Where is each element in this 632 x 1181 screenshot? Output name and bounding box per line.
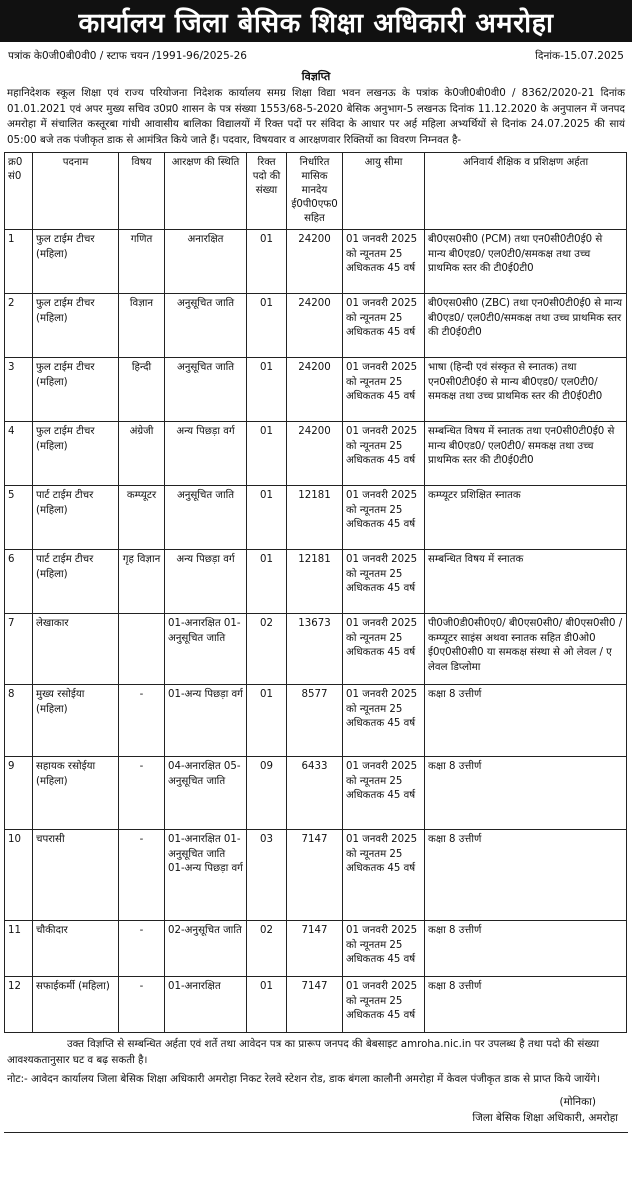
cell-qualification: सम्बन्धित विषय में स्नातक	[425, 550, 627, 614]
header-reservation: आरक्षण की स्थिति	[165, 153, 247, 230]
cell-sn: 2	[5, 294, 33, 358]
cell-reservation: 01-अनारक्षित	[165, 977, 247, 1033]
cell-reservation: अनुसूचित जाति	[165, 294, 247, 358]
cell-post: फुल टाईम टीचर (महिला)	[33, 422, 119, 486]
cell-post: चौकीदार	[33, 921, 119, 977]
header-age: आयु सीमा	[343, 153, 425, 230]
cell-pay: 7147	[287, 830, 343, 921]
cell-pay: 24200	[287, 294, 343, 358]
cell-subject: -	[119, 685, 165, 757]
cell-vacancies: 02	[247, 921, 287, 977]
cell-qualification: भाषा (हिन्दी एवं संस्कृत से स्नातक) तथा एन0सी0टी0ई0 से मान्य बी0एड0/ एल0टी0/ समकक्ष तथा उच्च प्राथमिक स्तर की टी0ई0टी0	[425, 358, 627, 422]
header-vacancies: रिक्त पदो की संख्या	[247, 153, 287, 230]
cell-vacancies: 02	[247, 614, 287, 685]
table-row	[5, 230, 627, 294]
cell-subject: गृह विज्ञान	[119, 550, 165, 614]
cell-subject: अंग्रेजी	[119, 422, 165, 486]
cell-vacancies: 01	[247, 358, 287, 422]
cell-pay: 13673	[287, 614, 343, 685]
website-note: उक्त विज्ञप्ति से सम्बन्धित अर्हता एवं शर्ते तथा आवेदन पत्र का प्रारूप जनपद की बेबसाइट amroha.nic.in पर उपलब्ध है तथा पदो की संख्या आवश्यकतानुसार घट व बढ़ सकती है।	[7, 1038, 600, 1066]
cell-subject: -	[119, 830, 165, 921]
cell-reservation: 02-अनुसूचित जाति	[165, 921, 247, 977]
cell-post: सफाईकर्मी (महिला)	[33, 977, 119, 1033]
cell-subject: -	[119, 921, 165, 977]
table-row	[5, 830, 627, 921]
footnote: नोट:- आवेदन कार्यालय जिला बेसिक शिक्षा अधिकारी अमरोहा निकट रेलवे स्टेशन रोड, डाक बंगला कालौनी अमरोहा में केवल पंजीकृत डाक से प्राप्त किये जायेंगे।	[7, 1073, 600, 1085]
cell-pay: 7147	[287, 921, 343, 977]
table-row	[5, 294, 627, 358]
cell-vacancies: 03	[247, 830, 287, 921]
cell-pay: 24200	[287, 230, 343, 294]
cell-qualification: पी0जी0डी0सी0ए0/ बी0एस0सी0/ बी0एस0सी0 /कम्प्यूटर साइंस अथवा स्नातक सहित डी0ओ0 ई0ए0सी0सी0 या समकक्ष संस्था से ओ लेवल / ए लेवल डिप्लोमा	[425, 614, 627, 685]
cell-sn: 12	[5, 977, 33, 1033]
cell-age: 01 जनवरी 2025 को न्यूनतम 25 अधिकतक 45 वर्ष	[343, 614, 425, 685]
cell-sn: 4	[5, 422, 33, 486]
cell-pay: 8577	[287, 685, 343, 757]
vacancy-table	[4, 152, 627, 1033]
cell-vacancies: 01	[247, 486, 287, 550]
cell-post: फुल टाईम टीचर (महिला)	[33, 294, 119, 358]
cell-reservation: 01-अनारक्षित 01-अनुसूचित जाति 01-अन्य पिछड़ा वर्ग	[165, 830, 247, 921]
table-row	[5, 486, 627, 550]
cell-age: 01 जनवरी 2025 को न्यूनतम 25 अधिकतक 45 वर्ष	[343, 685, 425, 757]
cell-qualification: बी0एस0सी0 (PCM) तथा एन0सी0टी0ई0 से मान्य बी0एड0/ एल0टी0/समकक्ष तथा उच्च प्राथमिक स्तर की टी0ई0टी0	[425, 230, 627, 294]
cell-reservation: अन्य पिछड़ा वर्ग	[165, 422, 247, 486]
cell-qualification: सम्बन्धित विषय में स्नातक तथा एन0सी0टी0ई0 से मान्य बी0एड0/ एल0टी0/ समकक्ष तथा उच्च प्राथमिक स्तर की टी0ई0टी0	[425, 422, 627, 486]
cell-post: पार्ट टाईम टीचर (महिला)	[33, 486, 119, 550]
office-header	[0, 0, 632, 42]
cell-age: 01 जनवरी 2025 को न्यूनतम 25 अधिकतक 45 वर्ष	[343, 977, 425, 1033]
cell-sn: 5	[5, 486, 33, 550]
cell-post: सहायक रसोईया (महिला)	[33, 757, 119, 830]
cell-qualification: बी0एस0सी0 (ZBC) तथा एन0सी0टी0ई0 से मान्य बी0एड0/ एल0टी0/समकक्ष तथा उच्च प्राथमिक स्तर की टी0ई0टी0	[425, 294, 627, 358]
header-sn: क्र0 सं0	[5, 153, 33, 230]
cell-vacancies: 01	[247, 685, 287, 757]
header-post: पदनाम	[33, 153, 119, 230]
signature-block	[4, 1094, 618, 1126]
cell-sn: 6	[5, 550, 33, 614]
header-subject: विषय	[119, 153, 165, 230]
notice-title: विज्ञप्ति	[301, 70, 331, 83]
table-row	[5, 977, 627, 1033]
cell-post: चपरासी	[33, 830, 119, 921]
intro-paragraph: महानिदेशक स्कूल शिक्षा एवं राज्य परियोजना निदेशक कार्यालय समग्र शिक्षा विद्या भवन लखनऊ के पत्रांक के0जी0बी0वी0 / 8362/2020-21 दिनांक 01.01.2021 एवं अपर मुख्य सचिव उ0प्र0 शासन के पत्र संख्या 1553/68-5-2020 बेसिक अनुभाग-5 लखनऊ दिनांक 11.12.2020 के अनुपालन में जनपद अमरोहा में संचालित कस्तूरबा गांधी आवासीय बालिका विद्यालयों में रिक्त पदों पर संविदा के आधार पर अर्ह महिला अभ्यर्थियों से दिनांक 24.07.2025 की सायं 05:00 बजे तक पंजीकृत डाक से आमंत्रित किये जाते हैं। पदवार, विषयवार व आरक्षणवार रिक्तियों का विवरण निम्नवत है-	[7, 87, 625, 146]
cell-reservation: 01-अन्य पिछड़ा वर्ग	[165, 685, 247, 757]
cell-subject: हिन्दी	[119, 358, 165, 422]
cell-reservation: 01-अनारक्षित 01-अनुसूचित जाति	[165, 614, 247, 685]
cell-vacancies: 01	[247, 294, 287, 358]
cell-post: फुल टाईम टीचर (महिला)	[33, 230, 119, 294]
table-row	[5, 685, 627, 757]
table-row	[5, 614, 627, 685]
cell-age: 01 जनवरी 2025 को न्यूनतम 25 अधिकतक 45 वर्ष	[343, 757, 425, 830]
cell-subject: -	[119, 757, 165, 830]
cell-sn: 7	[5, 614, 33, 685]
letter-date: दिनांक-15.07.2025	[535, 50, 624, 62]
table-row	[5, 550, 627, 614]
cell-age: 01 जनवरी 2025 को न्यूनतम 25 अधिकतक 45 वर्ष	[343, 830, 425, 921]
table-row	[5, 921, 627, 977]
table-row	[5, 358, 627, 422]
cell-sn: 8	[5, 685, 33, 757]
cell-sn: 3	[5, 358, 33, 422]
header-pay: निर्धारित मासिक मानदेय ई0पी0एफ0 सहित	[287, 153, 343, 230]
cell-subject: कम्प्यूटर	[119, 486, 165, 550]
reference-line	[8, 49, 624, 63]
table-header-row	[5, 153, 627, 230]
cell-post: फुल टाईम टीचर (महिला)	[33, 358, 119, 422]
cell-reservation: 04-अनारक्षित 05-अनुसूचित जाति	[165, 757, 247, 830]
bottom-divider	[4, 1132, 628, 1133]
cell-age: 01 जनवरी 2025 को न्यूनतम 25 अधिकतक 45 वर्ष	[343, 422, 425, 486]
cell-age: 01 जनवरी 2025 को न्यूनतम 25 अधिकतक 45 वर्ष	[343, 486, 425, 550]
cell-pay: 12181	[287, 486, 343, 550]
cell-qualification: कक्षा 8 उत्तीर्ण	[425, 685, 627, 757]
cell-post: लेखाकार	[33, 614, 119, 685]
cell-subject: -	[119, 977, 165, 1033]
cell-vacancies: 01	[247, 550, 287, 614]
cell-vacancies: 09	[247, 757, 287, 830]
cell-sn: 9	[5, 757, 33, 830]
cell-qualification: कक्षा 8 उत्तीर्ण	[425, 977, 627, 1033]
cell-subject: विज्ञान	[119, 294, 165, 358]
header-qualification: अनिवार्य शैक्षिक व प्रशिक्षण अर्हता	[425, 153, 627, 230]
cell-reservation: अनारक्षित	[165, 230, 247, 294]
cell-age: 01 जनवरी 2025 को न्यूनतम 25 अधिकतक 45 वर्ष	[343, 358, 425, 422]
cell-post: पार्ट टाईम टीचर (महिला)	[33, 550, 119, 614]
cell-age: 01 जनवरी 2025 को न्यूनतम 25 अधिकतक 45 वर्ष	[343, 550, 425, 614]
cell-reservation: अनुसूचित जाति	[165, 486, 247, 550]
cell-sn: 11	[5, 921, 33, 977]
cell-age: 01 जनवरी 2025 को न्यूनतम 25 अधिकतक 45 वर्ष	[343, 294, 425, 358]
cell-sn: 1	[5, 230, 33, 294]
cell-vacancies: 01	[247, 422, 287, 486]
office-title: कार्यालय जिला बेसिक शिक्षा अधिकारी अमरोहा	[78, 7, 554, 39]
cell-qualification: कक्षा 8 उत्तीर्ण	[425, 921, 627, 977]
cell-qualification: कक्षा 8 उत्तीर्ण	[425, 757, 627, 830]
signatory-title: जिला बेसिक शिक्षा अधिकारी, अमरोहा	[472, 1111, 618, 1124]
cell-pay: 7147	[287, 977, 343, 1033]
cell-pay: 24200	[287, 422, 343, 486]
cell-pay: 6433	[287, 757, 343, 830]
cell-reservation: अनुसूचित जाति	[165, 358, 247, 422]
cell-pay: 24200	[287, 358, 343, 422]
cell-pay: 12181	[287, 550, 343, 614]
table-row	[5, 757, 627, 830]
cell-age: 01 जनवरी 2025 को न्यूनतम 25 अधिकतक 45 वर्ष	[343, 230, 425, 294]
cell-qualification: कम्प्यूटर प्रशिक्षित स्नातक	[425, 486, 627, 550]
cell-subject	[119, 614, 165, 685]
cell-sn: 10	[5, 830, 33, 921]
signatory-name: (मोनिका)	[559, 1095, 596, 1108]
cell-subject: गणित	[119, 230, 165, 294]
cell-qualification: कक्षा 8 उत्तीर्ण	[425, 830, 627, 921]
cell-age: 01 जनवरी 2025 को न्यूनतम 25 अधिकतक 45 वर्ष	[343, 921, 425, 977]
cell-post: मुख्य रसोईया (महिला)	[33, 685, 119, 757]
table-row	[5, 422, 627, 486]
letter-number: पत्रांक के0जी0बी0वी0 / स्टाफ चयन /1991-96/2025-26	[8, 50, 247, 62]
cell-vacancies: 01	[247, 977, 287, 1033]
cell-vacancies: 01	[247, 230, 287, 294]
cell-reservation: अन्य पिछड़ा वर्ग	[165, 550, 247, 614]
